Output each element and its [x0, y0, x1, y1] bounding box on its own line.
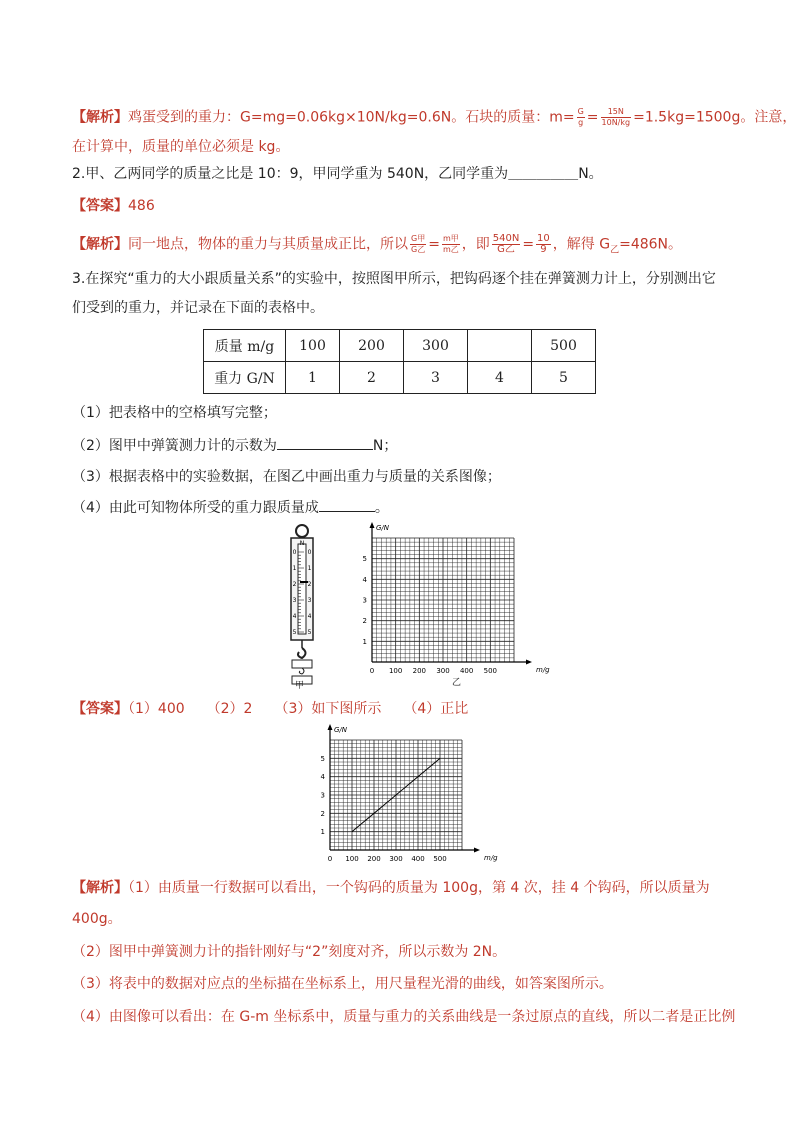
y-axis-arrow	[328, 724, 333, 730]
question-3-line-1: 3.在探究“重力的大小跟质量关系”的实验中，按照图甲所示，把钩码逐个挂在弹簧测力计上，分别测出它	[72, 271, 716, 287]
fraction-g-over-g	[577, 107, 585, 128]
table-cell: 300	[404, 330, 468, 362]
y-tick-label: 5	[362, 555, 367, 564]
analysis-3-line-2: 400g。	[72, 911, 122, 927]
table-header-cell: 重力 G/N	[204, 362, 286, 394]
y-tick-label: 3	[362, 596, 367, 605]
answer-3	[72, 699, 468, 719]
fraction-numerator: 15N	[601, 107, 632, 118]
fraction-540n-over-g	[492, 234, 521, 255]
y-axis-label: G/N	[334, 726, 348, 734]
scale-tick-label-left: 0	[292, 549, 297, 556]
answer-3-part-1: （1）400	[128, 701, 185, 717]
scale-ring	[296, 525, 308, 537]
fraction-numerator: 540N	[492, 233, 520, 244]
answer-2-value: 486	[128, 198, 155, 214]
answer-3-part-4: （4）正比	[403, 701, 469, 717]
sub-question-4-text: （4）由此可知物体所受的重力跟质量成	[72, 500, 319, 516]
table-row	[204, 362, 596, 394]
analysis-tag: 【解析】	[72, 880, 128, 896]
question-2-blank: ＿＿＿＿＿	[508, 166, 579, 182]
table-cell: 4	[468, 362, 532, 394]
weight-block	[292, 660, 312, 668]
answer-2	[72, 196, 155, 216]
y-tick-label: 4	[320, 773, 325, 782]
answer-blank	[319, 497, 375, 512]
x-tick-label: 500	[433, 855, 447, 863]
x-tick-label: 0	[369, 667, 375, 675]
answer-tag: 【答案】	[72, 701, 128, 717]
answer-tag: 【答案】	[72, 198, 128, 214]
fraction-numerator: G	[577, 107, 584, 116]
question-2	[72, 164, 603, 184]
x-tick-label: 400	[459, 667, 474, 675]
analysis-3-line-4: （3）将表中的数据对应点的坐标描在坐标系上，用尺量程光滑的曲线，如答案图所示。	[72, 976, 613, 992]
y-axis-arrow	[370, 522, 375, 528]
question-3-line-2: 们受到的重力，并记录在下面的表格中。	[72, 300, 324, 316]
table-row	[204, 330, 596, 362]
fraction-numerator: G甲	[411, 234, 426, 243]
fraction-10-over-9	[536, 234, 551, 255]
scale-tick-label-left: 2	[292, 581, 297, 588]
x-axis-arrow	[474, 848, 480, 853]
analysis-tag: 【解析】	[72, 236, 128, 253]
analysis-3-line-5: （4）由图像可以看出：在 G-m 坐标系中，质量与重力的关系曲线是一条过原点的直线，所以二者是正比例	[72, 1009, 736, 1025]
figure-label-jia: 甲	[295, 681, 305, 691]
scale-tick-label-right: 4	[307, 613, 312, 620]
fraction-g-ratio	[410, 234, 426, 255]
analysis-2-text-a: 同一地点，物体的重力与其质量成正比，所以	[128, 236, 408, 253]
analysis-1-line-1	[72, 107, 796, 128]
answer-3-part-3: （3）如下图所示	[274, 701, 382, 717]
fraction-m-ratio	[442, 234, 460, 255]
y-tick-label: 1	[362, 637, 367, 646]
x-axis-label: m/g	[536, 666, 550, 674]
sub-question-2	[72, 435, 397, 456]
analysis-1-text-a: 鸡蛋受到的重力：G=mg=0.06kg×10N/kg=0.6N。石块的质量：m=	[128, 109, 575, 126]
table-cell: 100	[286, 330, 340, 362]
fraction-denominator: G乙	[411, 245, 426, 254]
analysis-3-line-3: （2）图甲中弹簧测力计的指针刚好与“2”刻度对齐，所以示数为 2N。	[72, 944, 507, 960]
x-tick-label: 400	[411, 855, 425, 863]
analysis-3-line-1	[72, 878, 710, 898]
blank-grid-chart	[352, 524, 550, 684]
sub-question-4	[72, 497, 389, 518]
scale-tick-label-right: 0	[307, 549, 312, 556]
hook-icon	[298, 648, 306, 658]
answer-blank	[277, 435, 373, 450]
x-tick-label: 200	[367, 855, 381, 863]
scale-tick-label-left: 5	[292, 629, 297, 636]
scale-unit-label: N	[299, 540, 305, 547]
x-tick-label: 300	[389, 855, 403, 863]
x-tick-label: 200	[412, 667, 427, 675]
scale-tick-label-left: 1	[292, 565, 297, 572]
y-tick-label: 2	[320, 809, 325, 818]
analysis-1-text-b: =1.5kg=1500g。注意，	[633, 109, 796, 126]
table-cell: 1	[286, 362, 340, 394]
answer-line-chart	[310, 726, 500, 872]
fraction-denominator: G乙	[497, 244, 515, 255]
sub-question-1: （1）把表格中的空格填写完整；	[72, 405, 277, 421]
y-tick-label: 3	[320, 791, 325, 800]
scale-tick-label-right: 3	[307, 597, 312, 604]
y-tick-label: 5	[320, 754, 325, 763]
answer-3-part-2: （2）2	[206, 701, 253, 717]
fraction-denominator: 9	[540, 244, 547, 255]
equals-sign: =	[522, 236, 535, 253]
y-tick-label: 1	[320, 828, 325, 837]
analysis-1-line-2: 在计算中，质量的单位必须是 kg。	[72, 139, 290, 155]
scale-tick-label-right: 5	[307, 629, 312, 636]
analysis-2	[72, 234, 682, 260]
table-header-cell: 质量 m/g	[204, 330, 286, 362]
x-tick-label: 100	[345, 855, 359, 863]
scale-slot	[298, 544, 306, 634]
table-cell: 3	[404, 362, 468, 394]
table-cell-empty	[468, 330, 532, 362]
fraction-numerator: m甲	[442, 234, 459, 243]
analysis-3-text: （1）由质量一行数据可以看出，一个钩码的质量为 100g，第 4 次，挂 4 个钩码，所以质量为	[128, 880, 710, 896]
y-tick-label: 2	[362, 617, 367, 626]
hook-icon	[299, 668, 304, 674]
x-axis-label: m/g	[484, 854, 498, 862]
table-cell: 500	[532, 330, 596, 362]
table-cell: 5	[532, 362, 596, 394]
scale-tick-label-left: 4	[292, 613, 297, 620]
analysis-2-text-b: ，即	[461, 236, 490, 253]
fraction-denominator: 10N/kg	[601, 118, 631, 127]
fraction-denominator: g	[578, 118, 584, 127]
scale-tick-label-right: 1	[307, 565, 312, 572]
sub-question-2-text: （2）图甲中弹簧测力计的示数为	[72, 438, 277, 454]
subscript-yi: 乙	[610, 245, 620, 256]
y-tick-label: 4	[362, 575, 367, 584]
analysis-2-text-c: ，解得 G	[552, 236, 611, 253]
scale-tick-label-right: 2	[307, 581, 312, 588]
fraction-denominator: m乙	[442, 245, 459, 254]
data-table	[203, 329, 596, 394]
figure-label-yi: 乙	[452, 678, 462, 688]
x-tick-label: 300	[436, 667, 450, 675]
table-cell: 200	[340, 330, 404, 362]
x-tick-label: 500	[483, 667, 498, 675]
sub-question-3: （3）根据表格中的实验数据，在图乙中画出重力与质量的关系图像；	[72, 469, 501, 485]
sub-question-2-suffix: N；	[372, 438, 398, 454]
equals-sign: =	[586, 109, 599, 126]
x-tick-label: 0	[327, 855, 333, 863]
analysis-tag: 【解析】	[72, 109, 128, 126]
question-2-suffix: N。	[578, 166, 603, 182]
spring-scale-figure	[278, 522, 330, 690]
question-2-text: 2.甲、乙两同学的质量之比是 10：9，甲同学重为 540N，乙同学重为	[72, 166, 509, 182]
equals-sign: =	[428, 236, 440, 253]
x-tick-label: 100	[388, 667, 403, 675]
fraction-15n-over-10nkg	[601, 107, 632, 128]
y-axis-label: G/N	[376, 524, 390, 532]
fraction-numerator: 10	[537, 233, 550, 244]
x-axis-arrow	[526, 660, 532, 665]
scale-tick-label-left: 3	[292, 597, 297, 604]
table-cell: 2	[340, 362, 404, 394]
analysis-2-text-d: =486N。	[619, 236, 683, 253]
sub-question-4-suffix: 。	[374, 500, 389, 516]
